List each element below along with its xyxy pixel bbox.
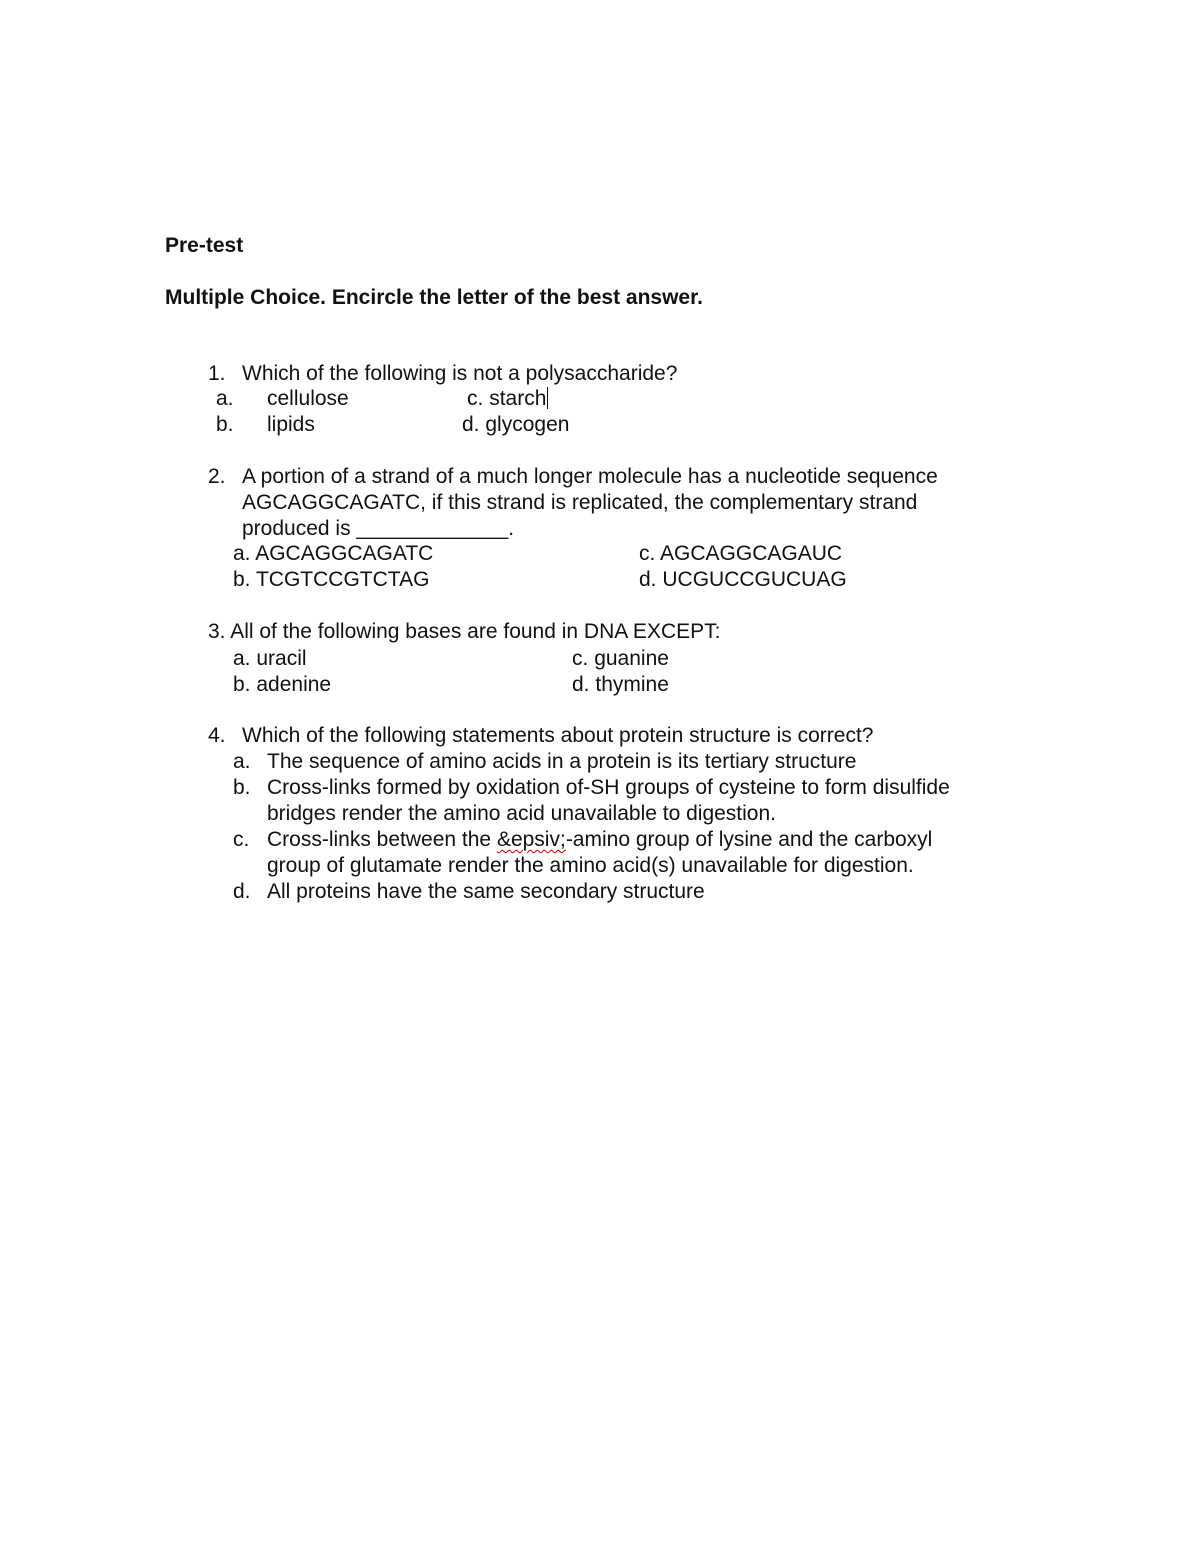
choice-text: glycogen (485, 413, 570, 436)
choice-item (233, 646, 307, 672)
choice-text: AGCAGGCAGAUC (660, 542, 843, 565)
choice-text: The sequence of amino acids in a protein is its tertiary structure (267, 750, 857, 773)
choice-text: AGCAGGCAGATC (255, 542, 434, 565)
choice-letter: a. (233, 647, 251, 670)
choice-item (462, 412, 569, 438)
choice-letter: d. (233, 880, 251, 903)
choice-text: bridges render the amino acid unavailable to digestion. (267, 802, 776, 825)
spellcheck-flagged-word[interactable]: &epsiv; (496, 828, 566, 851)
choice-item (572, 646, 669, 672)
choice-letter: c. (639, 542, 656, 565)
question-text-line: produced is _____________. (242, 517, 515, 540)
choice-text: thymine (595, 673, 669, 696)
choice-item (467, 386, 548, 412)
choice-letter: c. (467, 387, 484, 410)
choice-text-part: -amino group of lysine and the carboxyl (565, 828, 933, 851)
instructions: Multiple Choice. Encircle the letter of the best answer. (165, 286, 703, 309)
choice-letter: d. (572, 673, 590, 696)
choice-text: UCGUCCGUCUAG (662, 568, 847, 591)
question-text-line: AGCAGGCAGATC, if this strand is replicated, the complementary strand (242, 491, 918, 514)
choice-letter: b. (233, 568, 251, 591)
choice-letter: a. (233, 750, 251, 773)
choice-text: cellulose (267, 387, 349, 410)
choice-text: lipids (267, 413, 315, 436)
choice-letter: a. (233, 542, 251, 565)
choice-letter: a. (216, 387, 234, 410)
choice-text: Cross-links formed by oxidation of-SH groups of cysteine to form disulfide (267, 776, 950, 799)
choice-text: starch (489, 387, 547, 410)
choice-letter: c. (233, 828, 250, 851)
choice-text: uracil (256, 647, 307, 670)
choice-text: TCGTCCGTCTAG (255, 568, 430, 591)
choice-item (233, 567, 429, 593)
question-text: All of the following bases are found in DNA EXCEPT: (230, 620, 721, 643)
choice-text (267, 827, 932, 853)
choice-item (233, 541, 433, 567)
choice-item (639, 541, 842, 567)
choice-letter: b. (216, 413, 234, 436)
question-number: 4. (208, 724, 226, 747)
choice-text: guanine (594, 647, 669, 670)
choice-letter: d. (639, 568, 657, 591)
choice-letter: c. (572, 647, 589, 670)
question-text-line: A portion of a strand of a much longer molecule has a nucleotide sequence (242, 465, 938, 488)
choice-text: adenine (256, 673, 332, 696)
choice-text: group of glutamate render the amino acid(s) unavailable for digestion. (267, 854, 914, 877)
question-number: 3. (208, 620, 226, 643)
question-text: Which of the following is not a polysaccharide? (242, 362, 678, 385)
choice-text-part: Cross-links between the (267, 828, 497, 851)
page-title: Pre-test (165, 234, 244, 257)
question-number: 1. (208, 362, 226, 385)
choice-item (639, 567, 847, 593)
choice-item (233, 672, 331, 698)
choice-letter: b. (233, 776, 251, 799)
choice-letter: b. (233, 673, 251, 696)
choice-letter: d. (462, 413, 480, 436)
question-line (208, 619, 720, 645)
choice-text: All proteins have the same secondary structure (267, 880, 705, 903)
question-number: 2. (208, 465, 226, 488)
text-cursor (547, 387, 548, 409)
question-text: Which of the following statements about protein structure is correct? (242, 724, 874, 747)
choice-item (572, 672, 669, 698)
